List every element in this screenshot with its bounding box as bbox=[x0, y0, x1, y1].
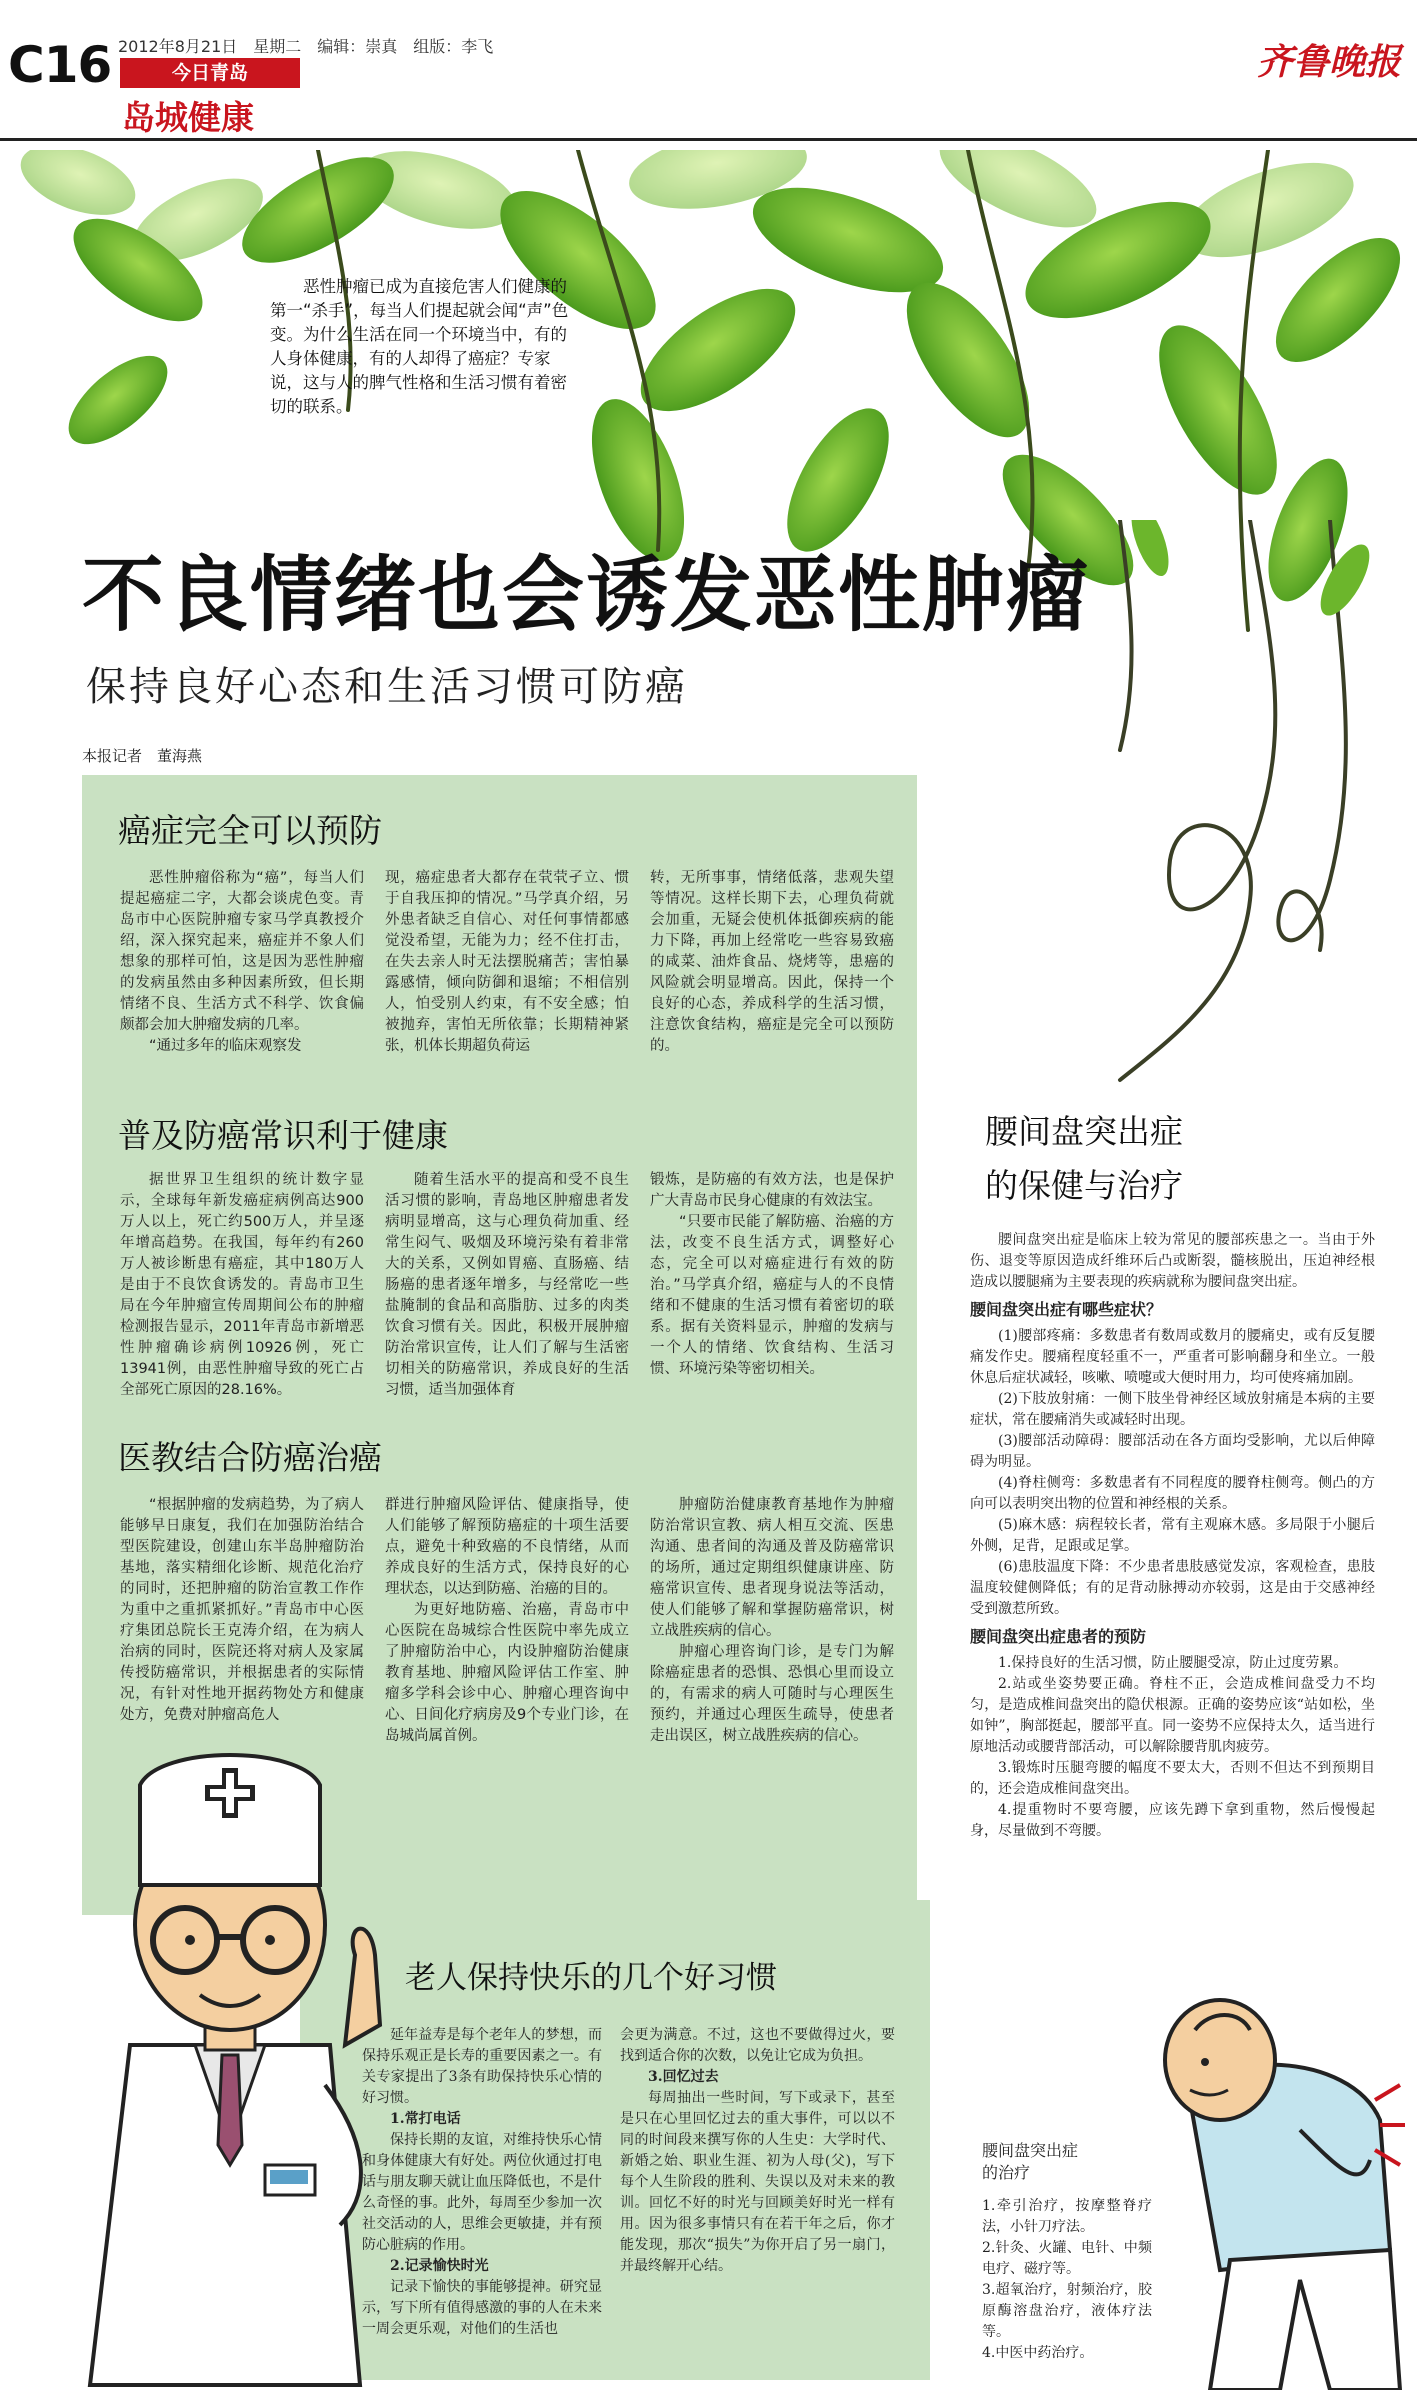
lumbar-title bbox=[985, 1105, 1183, 1213]
subheading: 腰间盘突出症有哪些症状？ bbox=[970, 1300, 1163, 1319]
prevention-item: 3.锻炼时压腿弯腰的幅度不要太大，否则不但达不到预期目的，还会造成椎间盘突出。 bbox=[970, 1760, 1375, 1797]
paragraph: 肿瘤心理咨询门诊，是专门为解除癌症患者的恐惧、恐惧心里而设立的，有需求的病人可随时与心理医生预约，并通过心理医生疏导，使患者走出误区，树立战胜疾病的信心。 bbox=[650, 1644, 894, 1744]
subheading bbox=[982, 2140, 1152, 2184]
section-title-knowledge: 普及防癌常识利于健康 bbox=[118, 1116, 448, 1155]
vine-illustration bbox=[1080, 520, 1400, 1140]
header-divider bbox=[0, 138, 1417, 141]
subheading: 腰间盘突出症患者的预防 bbox=[970, 1627, 1147, 1646]
lumbar-title-line1: 腰间盘突出症 bbox=[985, 1112, 1183, 1151]
paragraph: 肿瘤防治健康教育基地作为肿瘤防治常识宣教、病人相互交流、医患沟通、患者间的沟通及普及防癌常识的场所，通过定期组织健康讲座、防癌常识宣传、患者现身说法等活动，使人们能够了解和掌握防癌常识，树立战胜疾病的信心。 bbox=[650, 1497, 894, 1639]
treatment-item: 2.针灸、火罐、电针、中频电疗、磁疗等。 bbox=[982, 2240, 1152, 2277]
symptom-item: (5)麻木感：病程较长者，常有主观麻木感。多局限于小腿后外侧，足背，足跟或足掌。 bbox=[970, 1517, 1375, 1554]
section-title-education: 医教结合防癌治癌 bbox=[118, 1438, 382, 1477]
paragraph: 群进行肿瘤风险评估、健康指导，使人们能够了解预防癌症的十项生活要点，避免十种致癌的不良情绪，从而养成良好的生活方式，保持良好的心理状态，以达到防癌、治癌的目的。 bbox=[385, 1497, 629, 1597]
masthead-logo: 齐鲁晚报 bbox=[1256, 41, 1401, 83]
section1-column-2 bbox=[385, 868, 629, 1057]
section3-column-1 bbox=[120, 1495, 364, 1726]
treatment-heading-line2: 的治疗 bbox=[982, 2163, 1031, 2182]
section2-column-1 bbox=[120, 1170, 364, 1401]
page-number: C16 bbox=[8, 36, 112, 94]
lumbar-column bbox=[970, 1230, 1375, 1842]
paragraph: 为更好地防癌、治癌，青岛市中心医院在岛城综合性医院中率先成立了肿瘤防治中心，内设肿瘤防治健康教育基地、肿瘤风险评估工作室、肿瘤多学科会诊中心、肿瘤心理咨询中心、日间化疗病房及9个专业门诊，在岛城尚属首例。 bbox=[385, 1602, 629, 1744]
treatment-item: 1.牵引治疗，按摩整脊疗法，小针刀疗法。 bbox=[982, 2198, 1152, 2235]
section1-column-3 bbox=[650, 868, 894, 1057]
paragraph: 锻炼，是防癌的有效方法，也是保护广大青岛市民身心健康的有效法宝。 bbox=[650, 1172, 894, 1209]
symptom-item: (6)患肢温度下降：不少患者患肢感觉发凉，客观检查，患肢温度较健侧降低；有的足背动脉搏动亦较弱，这是由于交感神经受到激惹所致。 bbox=[970, 1559, 1375, 1617]
subheading: 3.回忆过去 bbox=[648, 2069, 719, 2085]
symptom-item: (2)下肢放射痛：一侧下肢坐骨神经区域放射痛是本病的主要症状，常在腰痛消失或减轻时出现。 bbox=[970, 1391, 1375, 1428]
treatment-column bbox=[982, 2140, 1152, 2364]
paragraph: 据世界卫生组织的统计数字显示，全球每年新发癌症病例高达900万人以上，死亡约500万人，并呈逐年增高趋势。在我国，每年约有260万人被诊断患有癌症，其中180万人是由于不良饮食诱发的。青岛市卫生局在今年肿瘤宣传周期间公布的肿瘤检测报告显示，2011年青岛市新增恶性肿瘤确诊病例10926例，死亡13941例，由恶性肿瘤导致的死亡占全部死亡原因的28.16%。 bbox=[120, 1172, 364, 1398]
intro-paragraph: 恶性肿瘤已成为直接危害人们健康的第一“杀手”，每当人们提起就会闻“声”色变。为什么生活在同一个环境当中，有的人身体健康，有的人却得了癌症？专家说，这与人的脾气性格和生活习惯有着密切的联系。 bbox=[270, 277, 569, 416]
back-pain-illustration bbox=[1150, 1950, 1410, 2390]
doctor-illustration bbox=[70, 1725, 390, 2395]
symptom-item: (3)腰部活动障碍：腰部活动在各方面均受影响，尤以后伸障碍为明显。 bbox=[970, 1433, 1375, 1470]
subheading: 2.记录愉快时光 bbox=[390, 2258, 489, 2274]
paragraph: 随着生活水平的提高和受不良生活习惯的影响，青岛地区肿瘤患者发病明显增高，这与心理负荷加重、经常生闷气、吸烟及环境污染有着非常大的关系，又例如胃癌、直肠癌、结肠癌的患者逐年增多，与经常吃一些盐腌制的食品和高脂肪、过多的肉类饮食习惯有关。因此，积极开展肿瘤防治常识宣传，让人们了解与生活密切相关的防癌常识，养成良好的生活习惯，适当加强体育 bbox=[385, 1172, 629, 1398]
paragraph: 保持长期的友谊，对维持快乐心情和身体健康大有好处。两位伙通过打电话与朋友聊天就让血压降低也，不是什么奇怪的事。此外，每周至少参加一次社交活动的人，思维会更敏捷，并有预防心脏病的作用。 bbox=[362, 2132, 602, 2253]
treatment-item: 3.超氧治疗，射频治疗，胶原酶溶盘治疗，液体疗法等。 bbox=[982, 2282, 1152, 2340]
prevention-item: 2.站或坐姿势要正确。脊柱不正，会造成椎间盘受力不均匀，是造成椎间盘突出的隐伏根源。正确的姿势应该“站如松，坐如钟”，胸部挺起，腰部平直。同一姿势不应保持太久，适当进行原地活动或腰背部活动，可以解除腰背肌肉疲劳。 bbox=[970, 1676, 1375, 1755]
section2-column-3 bbox=[650, 1170, 894, 1380]
byline: 本报记者 董海燕 bbox=[82, 747, 203, 765]
paragraph: 会更为满意。不过，这也不要做得过火，要找到适合你的次数，以免让它成为负担。 bbox=[620, 2027, 895, 2064]
paragraph: 记录下愉快的事能够提神。研究显示，写下所有值得感激的事的人在未来一周会更乐观，对他们的生活也 bbox=[362, 2279, 602, 2337]
symptom-item: (4)脊柱侧弯：多数患者有不同程度的腰脊柱侧弯。侧凸的方向可以表明突出物的位置和神经根的关系。 bbox=[970, 1475, 1375, 1512]
treatment-heading-line1: 腰间盘突出症 bbox=[982, 2141, 1079, 2160]
elderly-title: 老人保持快乐的几个好习惯 bbox=[405, 1960, 777, 1996]
date-line: 2012年8月21日 星期二 编辑：崇真 组版：李飞 bbox=[118, 37, 494, 56]
section1-column-1 bbox=[120, 868, 364, 1057]
paragraph: 延年益寿是每个老年人的梦想，而保持乐观正是长寿的重要因素之一。有关专家提出了3条有助保持快乐心情的好习惯。 bbox=[362, 2027, 602, 2106]
paragraph: 腰间盘突出症是临床上较为常见的腰部疾患之一。当由于外伤、退变等原因造成纤维环后凸或断裂，髓核脱出，压迫神经根造成以腰腿痛为主要表现的疾病就称为腰间盘突出症。 bbox=[970, 1232, 1375, 1290]
paragraph: “只要市民能了解防癌、治癌的方法，改变不良生活方式，调整好心态，完全可以对癌症进行有效的防治。”马学真介绍，癌症与人的不良情绪和不健康的生活习惯有着密切的联系。据有关资料显示，肿瘤的发病与一个人的情绪、饮食结构、生活习惯、环境污染等密切相关。 bbox=[650, 1214, 894, 1377]
paragraph: “通过多年的临床观察发 bbox=[149, 1038, 302, 1054]
lumbar-title-line2: 的保健与治疗 bbox=[985, 1166, 1183, 1205]
section2-column-2 bbox=[385, 1170, 629, 1401]
paragraph: 每周抽出一些时间，写下或录下，甚至是只在心里回忆过去的重大事件，可以以不同的时间段来撰写你的人生史：大学时代、新婚之始、职业生涯、初为人母(父)，写下每个人生阶段的胜利、失误以及对未来的教训。回忆不好的时光与回顾美好时光一样有用。因为很多事情只有在若干年之后，你才能发现，那次“损失”为你开启了另一扇门，并最终解开心结。 bbox=[620, 2090, 895, 2274]
symptom-item: (1)腰部疼痛：多数患者有数周或数月的腰痛史，或有反复腰痛发作史。腰痛程度轻重不一，严重者可影响翻身和坐立。一般休息后症状减轻，咳嗽、喷嚏或大便时用力，均可使疼痛加剧。 bbox=[970, 1328, 1375, 1386]
paragraph: “根据肿瘤的发病趋势，为了病人能够早日康复，我们在加强防治结合型医院建设，创建山东半岛肿瘤防治基地，落实精细化诊断、规范化治疗的同时，还把肿瘤的防治宣教工作作为重中之重抓紧抓好。”青岛市中心医疗集团总院长王克涛介绍，在为病人治病的同时，医院还将对病人及家属传授防癌常识，并根据患者的实际情况，有针对性地开据药物处方和健康处方，免费对肿瘤高危人 bbox=[120, 1497, 364, 1723]
prevention-item: 4.提重物时不要弯腰，应该先蹲下拿到重物，然后慢慢起身，尽量做到不弯腰。 bbox=[970, 1802, 1375, 1839]
elderly-column-2 bbox=[620, 2025, 895, 2277]
section3-column-2 bbox=[385, 1495, 629, 1747]
section3-column-3 bbox=[650, 1495, 894, 1747]
section-name: 岛城健康 bbox=[122, 98, 254, 137]
paragraph: 恶性肿瘤俗称为“癌”，每当人们提起癌症二字，大都会谈虎色变。青岛市中心医院肿瘤专家马学真教授介绍，深入探究起来，癌症并不象人们想象的那样可怕，这是因为恶性肿瘤的发病虽然由多种因素所致，但长期情绪不良、生活方式不科学、饮食偏颇都会加大肿瘤发病的几率。 bbox=[120, 870, 364, 1033]
section-title-prevention: 癌症完全可以预防 bbox=[118, 811, 382, 850]
subheading: 1.常打电话 bbox=[390, 2111, 461, 2127]
treatment-item: 4.中医中药治疗。 bbox=[982, 2345, 1094, 2361]
paragraph: 现，癌症患者大都存在茕茕孑立、惯于自我压抑的情况。”马学真介绍，另外患者缺乏自信心、对任何事情都感觉没希望，无能为力；经不住打击，在失去亲人时无法摆脱痛苦；害怕暴露感情，倾向防御和退缩；不相信别人，怕受别人约束，有不安全感；怕被抛弃，害怕无所依靠；长期精神紧张，机体长期超负荷运 bbox=[385, 870, 629, 1054]
paragraph: 转，无所事事，情绪低落，悲观失望等情况。这样长期下去，心理负荷就会加重，无疑会使机体抵御疾病的能力下降，再加上经常吃一些容易致癌的咸菜、油炸食品、烧烤等，患癌的风险就会明显增高。因此，保持一个良好的心态，养成科学的生活习惯，注意饮食结构，癌症是完全可以预防的。 bbox=[650, 870, 894, 1054]
headline: 不良情绪也会诱发恶性肿瘤 bbox=[82, 548, 1091, 643]
elderly-column-1 bbox=[362, 2025, 602, 2340]
section-tag: 今日青岛 bbox=[120, 58, 300, 88]
prevention-item: 1.保持良好的生活习惯，防止腰腿受凉，防止过度劳累。 bbox=[998, 1655, 1348, 1671]
subtitle: 保持良好心态和生活习惯可防癌 bbox=[86, 664, 688, 710]
